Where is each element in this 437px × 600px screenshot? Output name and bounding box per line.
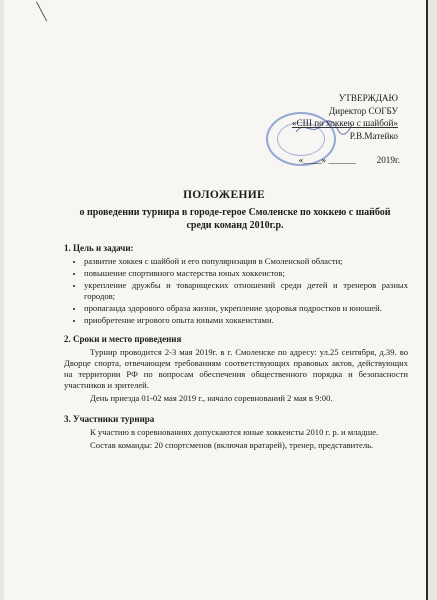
approval-date-blank: «____» ______ bbox=[298, 155, 356, 165]
paragraph: К участию в соревнованиях допускаются юные хоккеисты 2010 г. р. и младше. bbox=[90, 427, 379, 437]
approval-block bbox=[228, 92, 398, 142]
approval-position: Директор СОГБУ bbox=[328, 105, 398, 116]
paragraph: День приезда 01-02 мая 2019 г., начало соревнований 2 мая в 9:00. bbox=[90, 393, 333, 403]
section-heading-dates: 2. Сроки и место проведения bbox=[64, 334, 182, 344]
document-body bbox=[64, 243, 408, 453]
approval-organization: «СШ по хоккею с шайбой» bbox=[291, 118, 398, 128]
paragraph: Состав команды: 20 спортсменов (включая вратарей), тренер, представитель. bbox=[90, 440, 374, 450]
list-item: • развитие хоккея с шайбой и его популяризация в Смоленской области; bbox=[84, 256, 408, 267]
list-item: • повышение спортивного мастерства юных хоккеистов; bbox=[84, 268, 408, 279]
list-item: • приобретение игрового опыта юными хоккеистами. bbox=[84, 315, 408, 326]
document-title: ПОЛОЖЕНИЕ bbox=[183, 189, 265, 201]
approval-signatory: Р.В.Матейко bbox=[349, 130, 398, 141]
goals-list bbox=[64, 256, 408, 326]
corner-mark bbox=[36, 2, 47, 22]
list-item: • пропаганда здорового образа жизни, укрепление здоровья подростков и юношей. bbox=[84, 303, 408, 314]
approval-title: УТВЕРЖДАЮ bbox=[338, 93, 398, 103]
section-heading-goals: 1. Цель и задачи: bbox=[64, 243, 134, 253]
paragraph: Турнир проводится 2-3 мая 2019г. в г. Смоленске по адресу: ул.25 сентября, д.39. во Дворце спорта, отвечающем требованиям соответствующих правовых актов, действующих на территории РФ по вопросам обеспечения общественного порядка и безопасности участников и зрителей. bbox=[64, 347, 408, 390]
approval-date-year: 2019г. bbox=[376, 155, 400, 165]
list-item: • укрепление дружбы и товарищеских отношений среди детей и тренеров разных городов; bbox=[84, 280, 408, 302]
document-subtitle: о проведении турнира в городе-герое Смоленске по хоккею с шайбой среди команд 2010г.р. bbox=[79, 207, 391, 231]
section-heading-participants: 3. Участники турнира bbox=[64, 414, 155, 424]
document-page bbox=[4, 0, 428, 600]
